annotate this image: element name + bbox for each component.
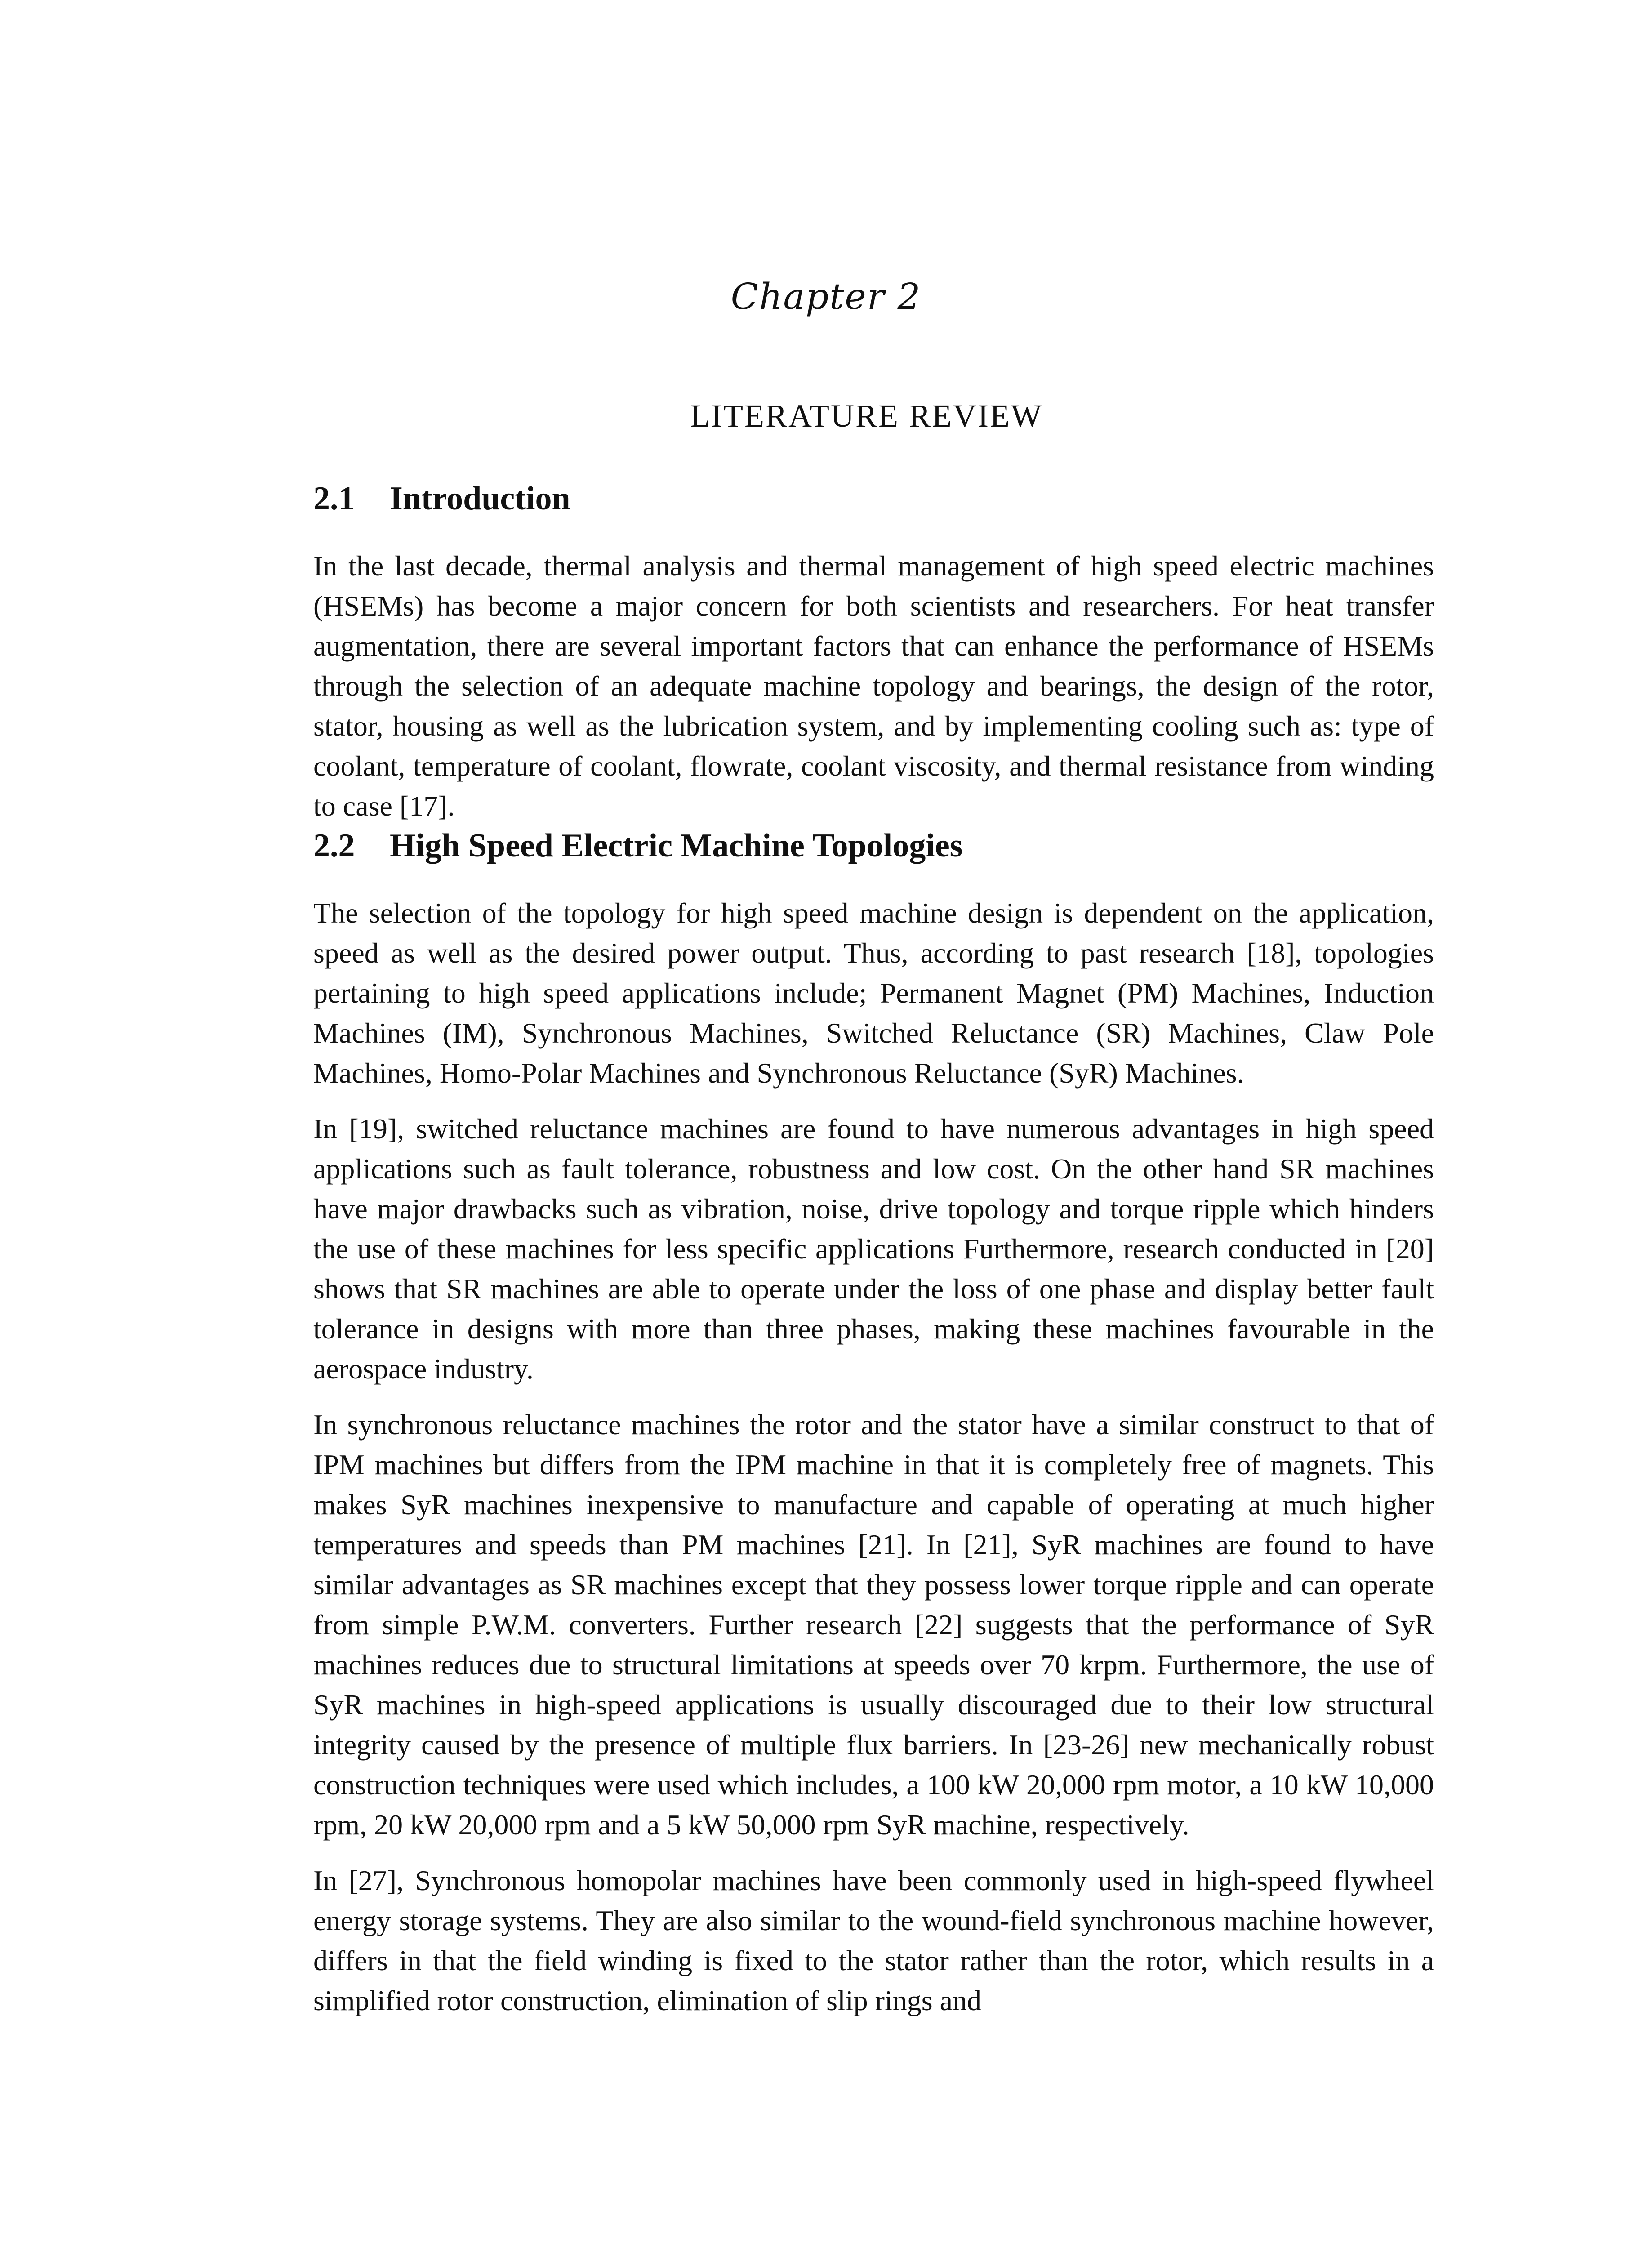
body-text — [313, 479, 1434, 2021]
section-title: Introduction — [390, 480, 570, 517]
paragraph: In synchronous reluctance machines the rotor and the stator have a similar construct to that of IPM machines but differs from the IPM machine in that it is completely free of magnets. This makes SyR machines inexpensive to manufacture and capable of operating at much higher temperatures and speeds than PM machines [21]. In [21], SyR machines are found to have similar advantages as SR machines except that they possess lower torque ripple and can operate from simple P.W.M. converters. Further research [22] suggests that the performance of SyR machines reduces due to structural limitations at speeds over 70 krpm. Furthermore, the use of SyR machines in high-speed applications is usually discouraged due to their low structural integrity caused by the presence of multiple flux barriers. In [23-26] new mechanically robust construction techniques were used which includes, a 100 kW 20,000 rpm motor, a 10 kW 10,000 rpm, 20 kW 20,000 rpm and a 5 kW 50,000 rpm SyR machine, respectively. — [313, 1408, 1434, 1841]
section-number: 2.1 — [313, 480, 355, 517]
section-number: 2.2 — [313, 827, 355, 864]
section-title: High Speed Electric Machine Topologies — [390, 827, 963, 864]
section-heading-introduction — [313, 479, 1434, 519]
paragraph: In [27], Synchronous homopolar machines have been commonly used in high-speed flywheel energy storage systems. They are also similar to the wound-field synchronous machine however, differs in that the field winding is fixed to the stator rather than the rotor, which results in a simplified rotor construction, elimination of slip rings and — [313, 1864, 1434, 2016]
paragraph: The selection of the topology for high speed machine design is dependent on the application, speed as well as the desired power output. Thus, according to past research [18], topologies pertaining to high speed applications include; Permanent Magnet (PM) Machines, Induction Machines (IM), Synchronous Machines, Switched Reluctance (SR) Machines, Claw Pole Machines, Homo-Polar Machines and Synchronous Reluctance (SyR) Machines. — [313, 897, 1434, 1089]
section-heading-topologies — [313, 826, 1434, 866]
paragraph: In the last decade, thermal analysis and thermal management of high speed electric machines (HSEMs) has become a major concern for both scientists and researchers. For heat transfer augmentation, there are several important factors that can enhance the performance of HSEMs through the selection of an adequate machine topology and bearings, the design of the rotor, stator, housing as well as the lubrication system, and by implementing cooling such as: type of coolant, temperature of coolant, flowrate, coolant viscosity, and thermal resistance from winding to case [17]. — [313, 549, 1434, 822]
chapter-label: Chapter 2 — [730, 276, 922, 317]
chapter-title: LITERATURE REVIEW — [690, 398, 1043, 434]
paragraph: In [19], switched reluctance machines are found to have numerous advantages in high speed applications such as fault tolerance, robustness and low cost. On the other hand SR machines have major drawbacks such as vibration, noise, drive topology and torque ripple which hinders the use of these machines for less specific applications Furthermore, research conducted in [20] shows that SR machines are able to operate under the loss of one phase and display better fault tolerance in designs with more than three phases, making these machines favourable in the aerospace industry. — [313, 1112, 1434, 1385]
